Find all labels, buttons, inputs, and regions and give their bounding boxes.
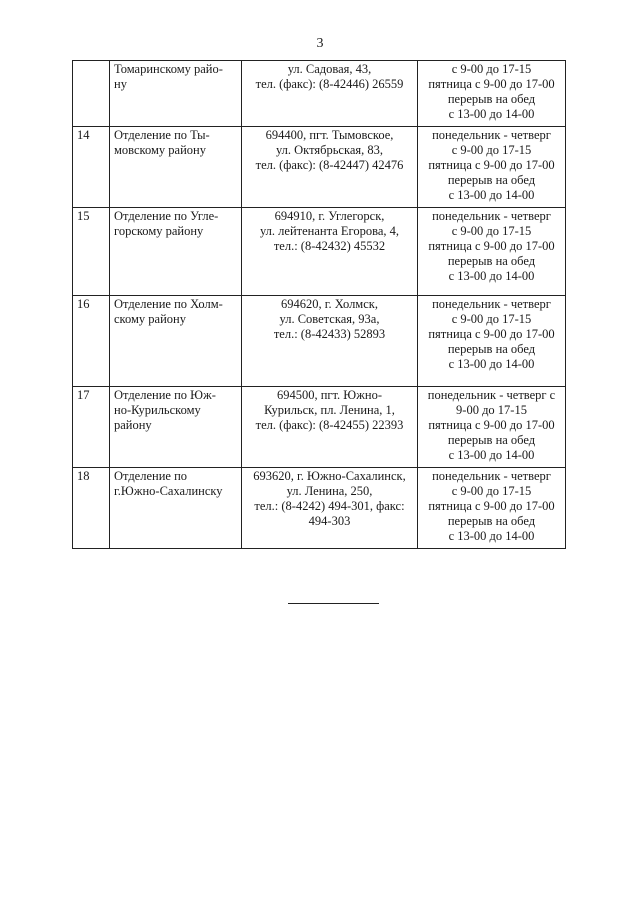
- office-address-line: тел.: (8-4242) 494-301, факс:: [254, 499, 405, 513]
- table-row: [73, 468, 566, 549]
- office-address-line: 694500, пгт. Южно-: [276, 388, 383, 402]
- office-hours-line: понедельник - четверг: [432, 128, 551, 142]
- office-address-line: 494-303: [308, 514, 351, 528]
- office-address-line: тел. (факс): (8-42455) 22393: [255, 418, 404, 432]
- table-row: [73, 208, 566, 296]
- office-hours-cell: [418, 296, 566, 387]
- office-hours-line: перерыв на обед: [447, 92, 536, 106]
- table-row: [73, 387, 566, 468]
- office-address-line: тел.: (8-42433) 52893: [273, 327, 386, 341]
- office-name-cell: [110, 61, 242, 127]
- office-hours-line: с 13-00 до 14-00: [448, 357, 535, 371]
- office-address-line: 694910, г. Углегорск,: [274, 209, 385, 223]
- office-name-line: скому району: [114, 312, 186, 326]
- office-hours-line: пятница с 9-00 до 17-00: [428, 239, 555, 253]
- office-address-cell: [242, 61, 418, 127]
- office-hours-line: перерыв на обед: [447, 254, 536, 268]
- office-hours-line: понедельник - четверг с: [427, 388, 556, 402]
- row-number: 18: [73, 468, 110, 549]
- office-name-cell: [110, 468, 242, 549]
- office-hours-line: перерыв на обед: [447, 173, 536, 187]
- office-name-line: горскому району: [114, 224, 204, 238]
- row-number: 16: [73, 296, 110, 387]
- office-address-cell: [242, 296, 418, 387]
- row-number: 15: [73, 208, 110, 296]
- office-name-line: Отделение по Юж-: [114, 388, 216, 402]
- office-address-line: Курильск, пл. Ленина, 1,: [264, 403, 395, 417]
- office-hours-line: с 13-00 до 14-00: [448, 188, 535, 202]
- office-name-line: ну: [114, 77, 127, 91]
- table-row: [73, 61, 566, 127]
- offices-table: [72, 60, 566, 549]
- office-hours-line: понедельник - четверг: [432, 297, 551, 311]
- office-hours-line: с 9-00 до 17-15: [451, 143, 532, 157]
- office-address-line: тел. (факс): (8-42447) 42476: [255, 158, 404, 172]
- office-address-cell: [242, 468, 418, 549]
- office-address-line: ул. Октябрьская, 83,: [275, 143, 384, 157]
- office-name-line: г.Южно-Сахалинску: [114, 484, 223, 498]
- table-row: [73, 296, 566, 387]
- office-address-cell: [242, 127, 418, 208]
- row-number: [73, 61, 110, 127]
- office-hours-line: пятница с 9-00 до 17-00: [428, 499, 555, 513]
- office-name-line: Отделение по Холм-: [114, 297, 223, 311]
- office-name-cell: [110, 296, 242, 387]
- office-hours-cell: [418, 61, 566, 127]
- office-hours-line: с 13-00 до 14-00: [448, 107, 535, 121]
- office-hours-line: с 9-00 до 17-15: [451, 312, 532, 326]
- office-hours-line: перерыв на обед: [447, 514, 536, 528]
- office-hours-line: пятница с 9-00 до 17-00: [428, 77, 555, 91]
- office-hours-line: 9-00 до 17-15: [456, 403, 527, 417]
- office-hours-line: понедельник - четверг: [432, 469, 551, 483]
- closing-rule: [288, 603, 379, 604]
- office-name-cell: [110, 127, 242, 208]
- office-name-line: району: [114, 418, 152, 432]
- office-name-line: но-Курильскому: [114, 403, 201, 417]
- office-hours-line: перерыв на обед: [447, 433, 536, 447]
- page-number: 3: [316, 36, 324, 51]
- office-address-line: ул. Советская, 93а,: [279, 312, 380, 326]
- row-number: 14: [73, 127, 110, 208]
- office-hours-cell: [418, 468, 566, 549]
- office-address-line: 693620, г. Южно-Сахалинск,: [253, 469, 406, 483]
- office-hours-cell: [418, 387, 566, 468]
- office-hours-cell: [418, 208, 566, 296]
- office-address-line: ул. лейтенанта Егорова, 4,: [259, 224, 399, 238]
- office-address-cell: [242, 208, 418, 296]
- office-hours-line: пятница с 9-00 до 17-00: [428, 158, 555, 172]
- office-hours-line: с 13-00 до 14-00: [448, 448, 535, 462]
- office-hours-line: с 9-00 до 17-15: [451, 484, 532, 498]
- office-hours-line: с 9-00 до 17-15: [451, 62, 532, 76]
- office-name-line: Отделение по Угле-: [114, 209, 219, 223]
- table-row: [73, 127, 566, 208]
- office-name-line: Томаринскому райо-: [114, 62, 223, 76]
- office-hours-line: с 9-00 до 17-15: [451, 224, 532, 238]
- office-address-line: 694620, г. Холмск,: [281, 297, 378, 311]
- office-name-line: Отделение по Ты-: [114, 128, 210, 142]
- office-name-cell: [110, 387, 242, 468]
- office-hours-line: понедельник - четверг: [432, 209, 551, 223]
- office-name-line: Отделение по: [114, 469, 188, 483]
- office-name-line: мовскому району: [114, 143, 206, 157]
- office-address-cell: [242, 387, 418, 468]
- office-hours-cell: [418, 127, 566, 208]
- offices-table-body: [73, 61, 566, 549]
- office-hours-line: пятница с 9-00 до 17-00: [428, 418, 555, 432]
- office-address-line: тел. (факс): (8-42446) 26559: [255, 77, 404, 91]
- office-hours-line: с 13-00 до 14-00: [448, 269, 535, 283]
- office-address-line: 694400, пгт. Тымовское,: [265, 128, 394, 142]
- row-number: 17: [73, 387, 110, 468]
- office-address-line: ул. Ленина, 250,: [286, 484, 373, 498]
- office-address-line: ул. Садовая, 43,: [287, 62, 372, 76]
- office-hours-line: перерыв на обед: [447, 342, 536, 356]
- office-hours-line: пятница с 9-00 до 17-00: [428, 327, 555, 341]
- office-name-cell: [110, 208, 242, 296]
- office-address-line: тел.: (8-42432) 45532: [273, 239, 386, 253]
- office-hours-line: с 13-00 до 14-00: [448, 529, 535, 543]
